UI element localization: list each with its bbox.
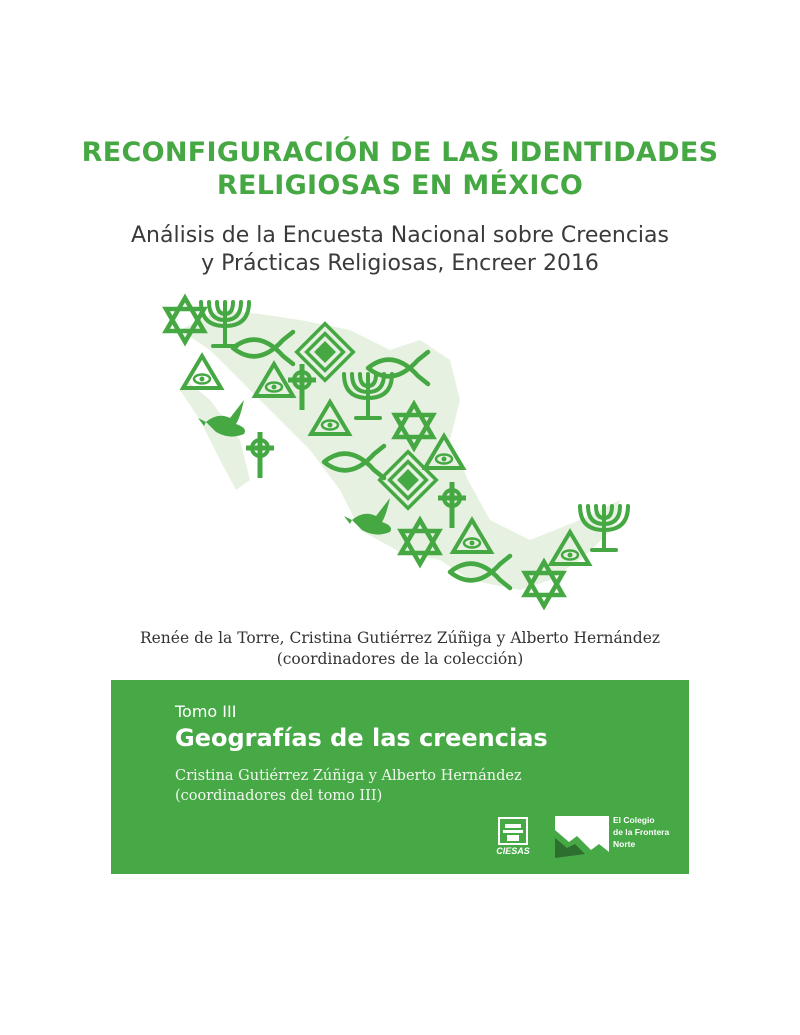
cover-title-line-2: RELIGIOSAS EN MÉXICO — [216, 170, 584, 201]
volume-title: Geografías de las creencias — [175, 724, 548, 752]
volume-number: Tomo III — [175, 702, 237, 721]
celtic-cross-icon — [246, 432, 274, 478]
colef-logo-icon — [555, 816, 609, 858]
collection-editors — [0, 628, 800, 670]
colef-line-2: de la Frontera — [613, 827, 670, 837]
cover-title — [0, 136, 800, 202]
cover-subtitle — [0, 222, 800, 278]
cover-subtitle-line-2: y Prácticas Religiosas, Encreer 2016 — [201, 251, 599, 276]
volume-editors-names: Cristina Gutiérrez Zúñiga y Alberto Hernández — [175, 768, 522, 784]
colef-logo-label — [613, 814, 683, 850]
mexico-map-illustration — [150, 290, 650, 610]
collection-editors-names: Renée de la Torre, Cristina Gutiérrez Zúñiga y Alberto Hernández — [139, 629, 661, 647]
collection-editors-role: (coordinadores de la colección) — [276, 650, 524, 668]
colef-line-1: El Colegio — [613, 815, 655, 825]
cover-subtitle-line-1: Análisis de la Encuesta Nacional sobre Creencias — [131, 223, 669, 248]
volume-editors-role: (coordinadores del tomo III) — [175, 788, 383, 804]
volume-band — [111, 680, 689, 874]
volume-editors — [175, 766, 522, 806]
ciesas-logo-label: CIESAS — [496, 846, 530, 856]
cover-title-line-1: RECONFIGURACIÓN DE LAS IDENTIDADES — [81, 137, 719, 168]
colef-line-3: Norte — [613, 839, 636, 849]
